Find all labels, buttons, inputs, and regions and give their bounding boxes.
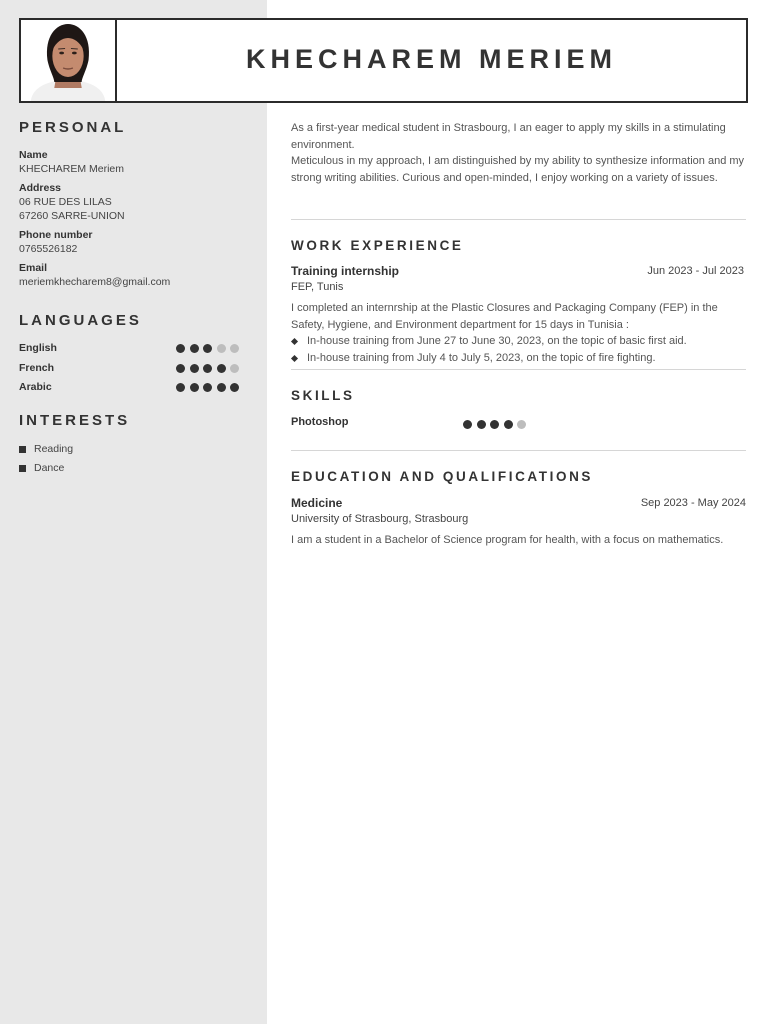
personal-title: PERSONAL [19,119,127,136]
work-entry-description: I completed an internrship at the Plastic Closures and Packaging Company (FEP) in the Safety, Hygiene, and Environment department for 15 days in Tunisia : [291,302,718,331]
language-row [19,341,249,361]
profile-paragraph-1: As a first-year medical student in Strasbourg, I an eager to apply my skills in a stimulating environment. [291,122,726,151]
personal-section [19,119,249,289]
work-experience-section [291,238,746,366]
interests-section [19,412,249,480]
rating-dot-filled [176,344,185,353]
bullet-text: In-house training from June 27 to June 30, 2023, on the topic of basic first aid. [307,335,687,347]
rating-dot-empty [230,344,239,353]
rating-dot-empty [517,420,526,429]
language-row [19,361,249,381]
rating-dot-filled [217,364,226,373]
rating-dot-filled [230,383,239,392]
work-experience-title: WORK EXPERIENCE [291,238,464,253]
profile-photo [21,20,117,101]
education-entry-place: University of Strasbourg, Strasbourg [291,513,469,525]
header [19,18,748,103]
rating-dot-filled [176,383,185,392]
divider [291,219,746,220]
address-line-1: 06 RUE DES LILAS [19,196,112,208]
work-entry-bullets [291,333,746,366]
interest-item [19,442,249,461]
bullet-square-icon [19,446,26,453]
rating-dot-filled [190,344,199,353]
language-level [176,364,239,373]
language-level [176,383,239,392]
languages-title: LANGUAGES [19,312,142,329]
profile-summary [291,120,746,186]
interest-item [19,461,249,480]
work-entry-title: Training internship [291,264,400,278]
phone-label: Phone number [19,229,93,241]
language-name: Arabic [19,381,52,393]
education-title: EDUCATION AND QUALIFICATIONS [291,469,594,484]
list-item [291,350,746,367]
list-item [291,333,746,350]
address-label: Address [19,182,62,194]
rating-dot-filled [504,420,513,429]
divider [291,450,746,451]
language-name: French [19,361,55,374]
rating-dot-filled [217,383,226,392]
language-name: English [19,342,57,354]
interests-title: INTERESTS [19,412,131,429]
skills-title: SKILLS [291,388,355,403]
language-row [19,380,249,400]
rating-dot-filled [203,344,212,353]
rating-dot-empty [217,344,226,353]
rating-dot-filled [203,383,212,392]
skill-row [291,415,746,435]
bullet-square-icon [19,465,26,472]
rating-dot-empty [230,364,239,373]
bullet-text: In-house training from July 4 to July 5, 2023, on the topic of fire fighting. [307,351,656,364]
education-entry-description: I am a student in a Bachelor of Science program for health, with a focus on mathematics. [291,534,724,546]
rating-dot-filled [190,364,199,373]
language-level [176,344,239,353]
work-entry-header [291,264,746,280]
divider [291,369,746,370]
rating-dot-filled [176,364,185,373]
education-entry-date: Sep 2023 - May 2024 [640,497,746,509]
education-section [291,469,746,549]
bullet-diamond-icon [291,338,298,345]
name-value: KHECHAREM Meriem [19,163,125,175]
interest-label: Reading [34,443,74,455]
languages-section [19,312,249,400]
skill-name: Photoshop [291,416,349,428]
phone-value: 0765526182 [19,243,78,255]
skill-level [463,420,526,429]
languages-list [19,341,249,400]
rating-dot-filled [477,420,486,429]
skills-section [291,388,746,435]
candidate-name: KHECHAREM MERIEM [245,44,617,74]
rating-dot-filled [190,383,199,392]
address-line-2: 67260 SARRE-UNION [19,210,125,222]
education-entry-header [291,496,746,512]
email-label: Email [19,262,48,274]
work-entry-date: Jun 2023 - Jul 2023 [647,265,744,277]
profile-paragraph-2: Meticulous in my approach, I am distinguished by my ability to synthesize information and my strong writing abilities. Curious and open-minded, I enjoy working on a variety of issues. [291,155,745,184]
rating-dot-filled [463,420,472,429]
work-entry-place: FEP, Tunis [291,281,344,293]
email-value: meriemkhecharem8@gmail.com [19,276,171,288]
interest-label: Dance [34,462,65,474]
education-entry-title: Medicine [291,496,343,510]
rating-dot-filled [203,364,212,373]
rating-dot-filled [490,420,499,429]
name-label: Name [19,149,48,161]
bullet-diamond-icon [291,354,298,361]
